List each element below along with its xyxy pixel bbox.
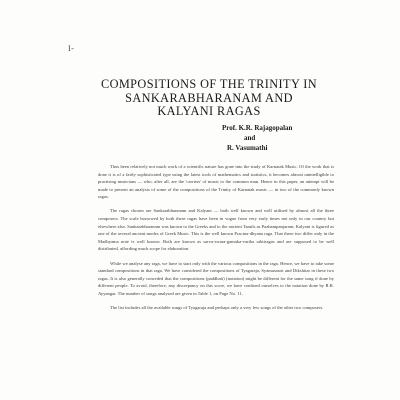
article-title: [78, 78, 340, 119]
author-1: Prof. K.R. Rajagopalan: [222, 124, 293, 132]
author-conjunction: and: [244, 134, 256, 142]
article-body: [98, 163, 334, 318]
title-line-3: KALYANI RAGAS: [157, 104, 261, 119]
author-block: [222, 123, 332, 153]
title-line-2: SANKARABHARANAM AND: [125, 90, 293, 105]
author-2: R. Vasumathi: [227, 144, 268, 152]
paragraph-3: While we analyse any raga, we have to start only with the various compositions in the raga. Hence, we have to take some standard compositions in that raga. We have considered the compositions of Tyagaraja, Syamasastri and Dikshitar in these two ragas. It is also generally conceded that the compositions (paddhati) (notation) might be different for the same song if done by different people. To avoid, therefore, any discrepancy on this score, we have confined ourselves to the notation done by R.R. Ayyangar. The number of songs analysed are given in Table 1, on Page No. 11.: [98, 260, 334, 296]
title-line-1: COMPOSITIONS OF THE TRINITY IN: [100, 77, 318, 92]
page-mark: I-: [68, 44, 75, 53]
paragraph-1: Thus been relatively not much work of a scientific nature has gone into the study of Karnatak Music. Of the work that is done it is of a fairly sophisticated type using the latest tools of mathematics and statistics, it becomes almost unintelligible to practising musicians — who, after all, are the 'carriers' of music to the common man. Hence in this paper, an attempt will be made to present an analysis of some of the compositions of the Trinity of Karnatak music — in two of the commonly known ragas.: [98, 164, 334, 200]
paragraph-4: The list includes all the available songs of Tyagaraja and perhaps only a very few songs of the other two composers.: [110, 305, 324, 310]
paragraph-2: The ragas chosen are Sankarabharanam and Kalyani — both well known and well utilised by almost all the three composers. The scale borrowed by both these ragas have been in vogue from very early times not only in our country but elsewhere also. Sankarabharanam was known to the Greeks and to the ancient Tamils as Pazhampanjaram; Kalyani is figured as one of the several ancient modes of Greek Music. This is the well known Pracina-dhyana raga. That these two differ only in the Madhyama note is well known. Both are known as sarva-swara-gamaka-varika raktiragas and are supposed to be well distributed, affording much scope for elaboration.: [98, 208, 334, 252]
